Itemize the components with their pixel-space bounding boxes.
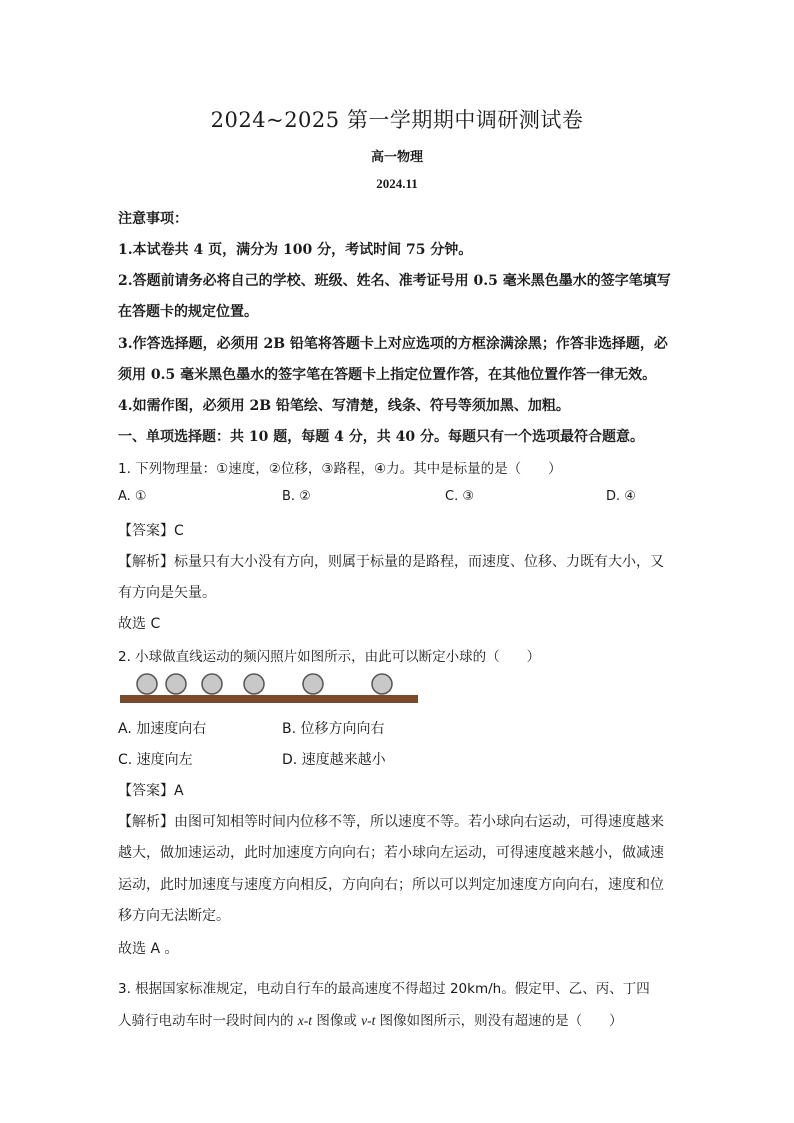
q2-option-c: C. 速度向左 [118, 752, 193, 768]
q1-analysis-line-1 [118, 551, 664, 571]
ground-bar [120, 695, 418, 703]
subject-label: 高一物理 [370, 150, 423, 165]
analysis-tag: 【解析】 [118, 554, 174, 570]
exam-date: 2024.11 [376, 176, 418, 191]
page-title: 2024~2025 第一学期期中调研测试卷 [210, 108, 584, 132]
q3-stem-text: 图像或 [312, 1013, 362, 1029]
q1-option-c: C. ③ [445, 489, 474, 504]
notice-item-3: 3.作答选择题，必须用 2B 铅笔将答题卡上对应选项的方框涂满涂黑；作答非选择题，必 [118, 336, 668, 352]
ball-4 [244, 674, 264, 694]
answer-value: A [174, 783, 184, 799]
q2-analysis-line-4: 移方向无法断定。 [118, 908, 230, 924]
q2-analysis-line-2: 越大，做加速运动，此时加速度方向向右；若小球向左运动，可得速度越来越小，做减速 [118, 845, 664, 861]
notice-item-2: 2.答题前请务必将自己的学校、班级、姓名、准考证号用 0.5 毫米黑色墨水的签字笔填写 [118, 273, 671, 289]
ball-6 [372, 674, 392, 694]
q3-xt-symbol: x-t [297, 1013, 313, 1028]
ball-3 [202, 674, 222, 694]
q2-option-a: A. 加速度向右 [118, 721, 207, 737]
analysis-tag: 【解析】 [118, 814, 174, 830]
notice-item-1: 1.本试卷共 4 页，满分为 100 分，考试时间 75 分钟。 [118, 242, 473, 258]
ball-5 [303, 674, 323, 694]
ball-2 [166, 674, 186, 694]
ball-1 [137, 674, 157, 694]
answer-tag: 【答案】 [118, 523, 174, 539]
q2-conclusion: 故选 A 。 [118, 941, 179, 957]
question-3-stem-line-2 [118, 1009, 623, 1029]
q1-option-a: A. ① [118, 489, 147, 504]
section-heading: 一、单项选择题：共 10 题，每题 4 分，共 40 分。每题只有一个选项最符合题意。 [118, 429, 644, 445]
q2-option-b: B. 位移方向向右 [282, 721, 385, 737]
q3-stem-text: 图像如图所示，则没有超速的是（ ） [375, 1013, 623, 1029]
q3-stem-text: 人骑行电动车时一段时间内的 [118, 1013, 298, 1029]
q1-analysis-line-2: 有方向是矢量。 [118, 585, 216, 601]
notice-item-4: 4.如需作图，必须用 2B 铅笔绘、写清楚，线条、符号等须加黑、加粗。 [118, 398, 570, 414]
q1-answer [118, 520, 184, 540]
analysis-text: 由图可知相等时间内位移不等，所以速度不等。若小球向右运动，可得速度越来 [174, 814, 664, 830]
q2-option-d: D. 速度越来越小 [282, 752, 386, 768]
notice-item-2-cont: 在答题卡的规定位置。 [118, 304, 258, 320]
answer-value: C [174, 523, 184, 539]
q1-option-d: D. ④ [606, 489, 636, 504]
question-3-stem-line-1: 3. 根据国家标准规定，电动自行车的最高速度不得超过 20km/h。假定甲、乙、丙、丁四 [118, 981, 650, 997]
analysis-text: 标量只有大小没有方向，则属于标量的是路程，而速度、位移、力既有大小，又 [174, 554, 664, 570]
q2-analysis-line-1 [118, 811, 664, 831]
notice-heading: 注意事项： [118, 211, 188, 227]
strobe-photo-figure [120, 668, 420, 708]
q1-option-b: B. ② [282, 489, 311, 504]
q3-vt-symbol: v-t [361, 1013, 376, 1028]
question-2-stem: 2. 小球做直线运动的频闪照片如图所示，由此可以断定小球的（ ） [118, 649, 541, 665]
answer-tag: 【答案】 [118, 783, 174, 799]
q2-analysis-line-3: 运动，此时加速度与速度方向相反，方向向右；所以可以判定加速度方向向右，速度和位 [118, 877, 664, 893]
q1-conclusion: 故选 C [118, 616, 161, 632]
question-1-stem: 1. 下列物理量：①速度，②位移，③路程，④力。其中是标量的是（ ） [118, 461, 562, 477]
q2-answer [118, 780, 184, 800]
notice-item-3-cont: 须用 0.5 毫米黑色墨水的签字笔在答题卡上指定位置作答，在其他位置作答一律无效。 [118, 367, 657, 383]
